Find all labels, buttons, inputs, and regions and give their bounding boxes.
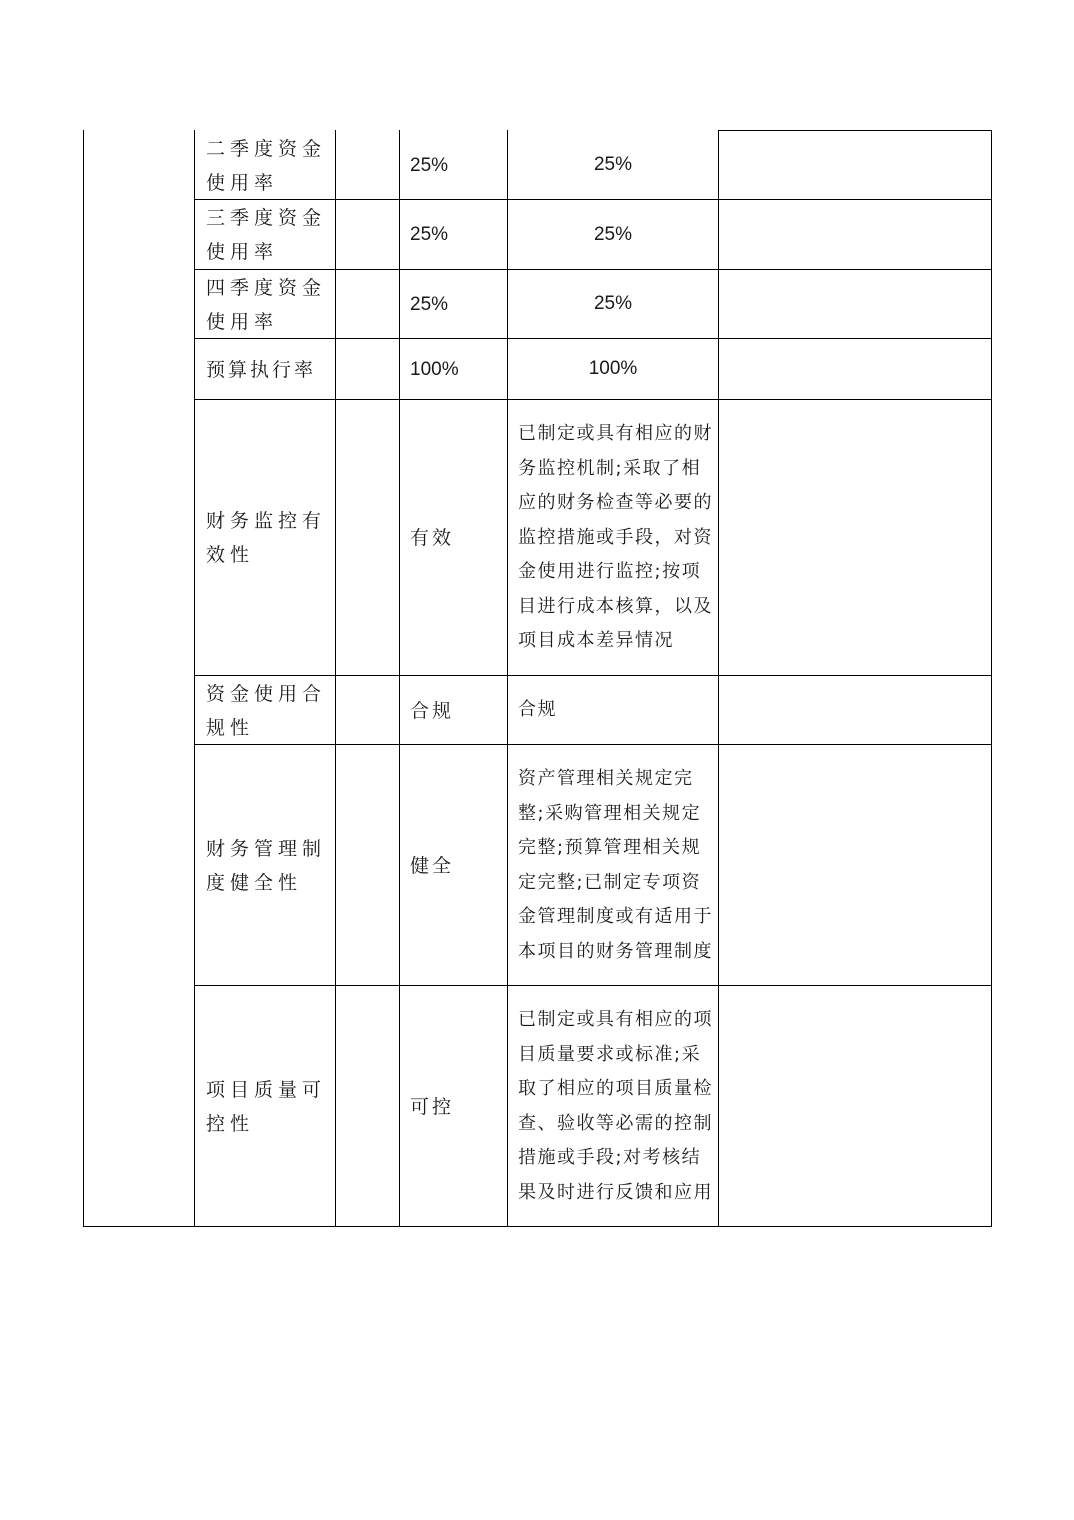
indicator-name: 四季度资金使用率 (206, 276, 327, 333)
actual-value: 25% (593, 293, 633, 315)
actual-value: 已制定或具有相应的财务监控机制;采取了相应的财务检查等必要的监控措施或手段，对资金使用进行监控;按项目进行成本核算，以及项目成本差异情况 (518, 423, 713, 652)
actual-value: 25% (593, 154, 633, 176)
actual-value: 已制定或具有相应的项目质量要求或标准;采取了相应的项目质量检查、验收等必需的控制措施或手段;对考核结果及时进行反馈和应用 (518, 1009, 713, 1203)
target-value: 可控 (410, 1095, 455, 1118)
actual-value: 合规 (518, 699, 557, 721)
target-value: 25% (410, 293, 449, 315)
actual-value: 25% (593, 223, 633, 245)
indicator-name: 二季度资金使用率 (206, 137, 327, 194)
target-value: 25% (410, 224, 449, 245)
indicator-name: 财务管理制度健全性 (206, 837, 327, 894)
target-value: 有效 (410, 527, 455, 549)
target-value: 合规 (410, 699, 455, 722)
actual-value: 资产管理相关规定完整;采购管理相关规定完整;预算管理相关规定完整;已制定专项资金管理制度或有适用于本项目的财务管理制度 (518, 768, 713, 962)
indicator-name: 预算执行率 (206, 358, 317, 381)
target-value: 25% (410, 154, 449, 176)
target-value: 100% (410, 358, 459, 380)
indicator-name: 财务监控有效性 (206, 510, 327, 566)
target-value: 健全 (410, 854, 455, 877)
actual-value: 100% (588, 358, 638, 380)
indicator-name: 三季度资金使用率 (206, 207, 327, 263)
indicator-name: 项目质量可控性 (206, 1078, 327, 1135)
indicator-name: 资金使用合规性 (206, 682, 327, 739)
